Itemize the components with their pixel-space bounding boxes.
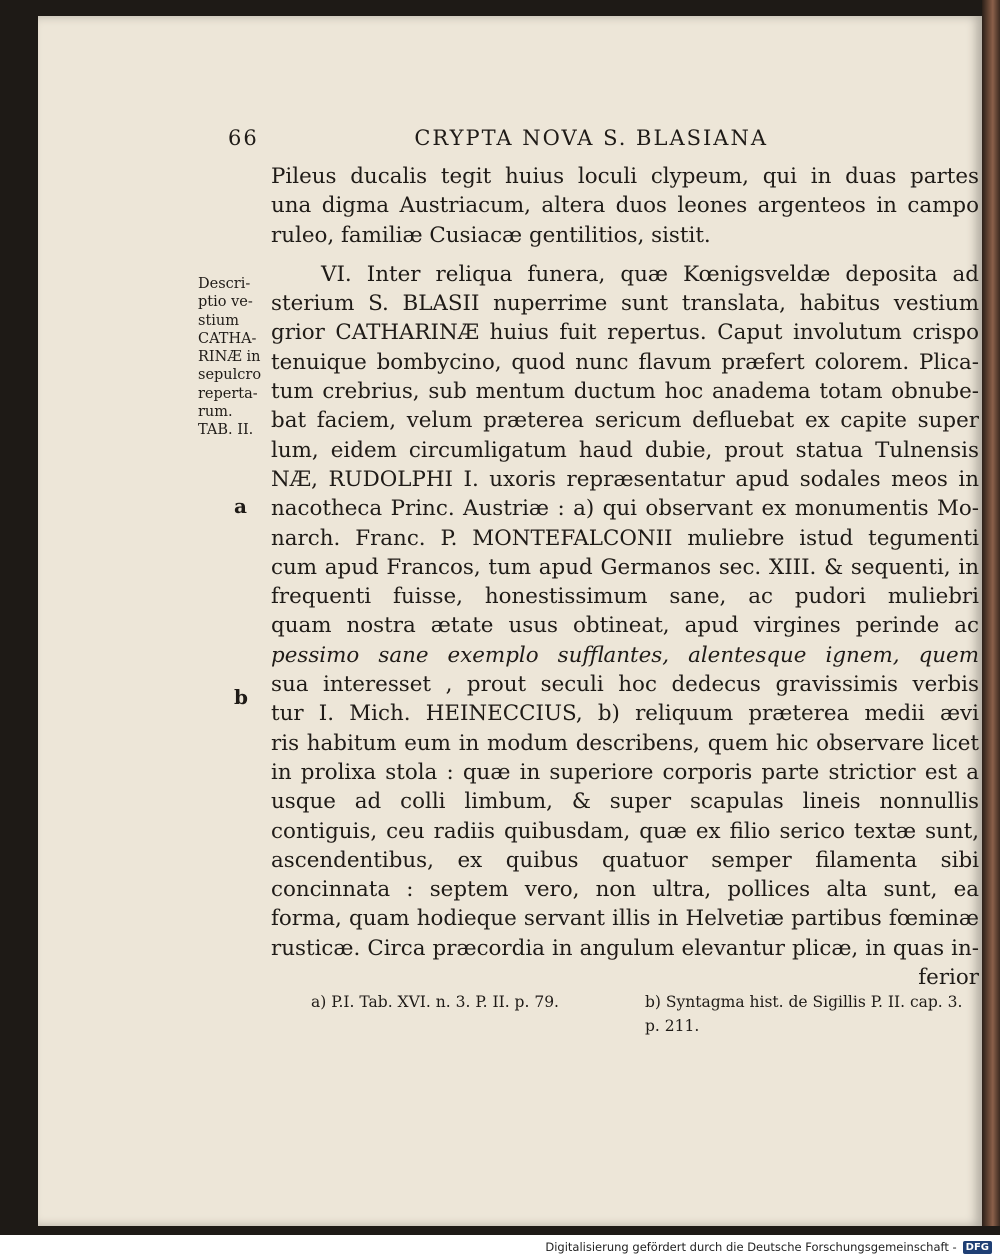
text-line: nacotheca Princ. Austriæ : a) qui observant ex monumentis Mo- xyxy=(271,496,979,522)
footnote-marker-b: b xyxy=(234,685,248,709)
text-line: lum, eidem circumligatum haud dubie, prout statua Tulnensis xyxy=(271,437,979,463)
page-number: 66 xyxy=(228,126,259,150)
text-line: contiguis, ceu radiis quibusdam, quæ ex filio serico textæ sunt, xyxy=(271,818,979,844)
text-line: in prolixa stola : quæ in superiore corporis parte strictior est a xyxy=(271,759,979,785)
margin-note-line: rum. xyxy=(198,404,233,421)
margin-note-line: sepulcro xyxy=(198,367,262,384)
margin-note-line: CATHA- xyxy=(198,330,257,347)
text-line: ris habitum eum in modum describens, quem hic observare licet xyxy=(271,730,979,756)
margin-note-line: ptio ve- xyxy=(198,294,253,311)
text-line: sterium S. BLASII nuperrime sunt translata, habitus vestium xyxy=(271,291,979,317)
text-line: concinnata : septem vero, non ultra, pollices alta sunt, ea xyxy=(271,877,979,903)
text-line: pessimo sane exemplo sufflantes, alentesque ignem, quem xyxy=(271,642,979,668)
text-line: quam nostra ætate usus obtineat, apud virgines perinde ac xyxy=(271,613,979,639)
text-line: tenuique bombycino, quod nunc flavum præfert colorem. Plica- xyxy=(271,349,979,375)
margin-note xyxy=(198,275,278,440)
digitization-footer xyxy=(0,1235,1000,1259)
text-line: usque ad colli limbum, & super scapulas lineis nonnullis xyxy=(271,789,979,815)
margin-note-line: reperta- xyxy=(198,385,258,402)
text-line: cum apud Francos, tum apud Germanos sec. XIII. & sequenti, in xyxy=(271,554,979,580)
text-line: una digma Austriacum, altera duos leones argenteos in campo xyxy=(271,193,979,219)
footer-credit: Digitalisierung gefördert durch die Deutsche Forschungsgemeinschaft - xyxy=(545,1240,957,1254)
book-edge xyxy=(982,0,1000,1226)
text-line: bat faciem, velum præterea sericum defluebat ex capite super xyxy=(271,408,979,434)
text-line: grior CATHARINÆ huius fuit repertus. Caput involutum crispo xyxy=(271,320,979,346)
text-line: forma, quam hodieque servant illis in Helvetiæ partibus fœminæ xyxy=(271,906,979,932)
text-line: Pileus ducalis tegit huius loculi clypeum, qui in duas partes xyxy=(271,164,979,189)
text-line: frequenti fuisse, honestissimum sane, ac pudori muliebri xyxy=(271,584,979,610)
text-line: tur I. Mich. HEINECCIUS, b) reliquum præterea medii ævi xyxy=(271,701,979,727)
text-line: narch. Franc. P. MONTEFALCONII muliebre istud tegumenti xyxy=(271,525,979,551)
text-line: rusticæ. Circa præcordia in angulum elevantur plicæ, in quas in- xyxy=(271,935,979,961)
text-line: VI. Inter reliqua funera, quæ Kœnigsveldæ deposita ad xyxy=(321,261,979,287)
footnote-a: a) P.I. Tab. XVI. n. 3. P. II. p. 79. xyxy=(311,993,559,1011)
text-line: sua interesset , prout seculi hoc dedecus gravissimis verbis xyxy=(271,672,979,698)
text-line: ascendentibus, ex quibus quatuor semper filamenta sibi xyxy=(271,847,979,873)
main-text xyxy=(271,162,979,992)
margin-note-line: stium xyxy=(198,312,239,329)
dfg-logo-icon: DFG xyxy=(963,1241,992,1254)
running-title: CRYPTA NOVA S. BLASIANA xyxy=(414,126,768,150)
catchword: ferior xyxy=(918,965,979,991)
margin-note-line: TAB. II. xyxy=(198,422,254,439)
margin-note-line: RINÆ in xyxy=(198,349,261,366)
text-line: tum crebrius, sub mentum ductum hoc anadema totam obnube- xyxy=(271,379,979,405)
margin-note-line: Descri- xyxy=(198,276,251,292)
text-line: ruleo, familiæ Cusiacæ gentilitios, sistit. xyxy=(271,222,711,248)
running-header xyxy=(228,126,768,150)
footnote-marker-a: a xyxy=(234,494,247,518)
text-line: NÆ, RUDOLPHI I. uxoris repræsentatur apud sodales meos in xyxy=(271,466,979,492)
footnote-b: b) Syntagma hist. de Sigillis P. II. cap. 3. p. 211. xyxy=(645,993,963,1035)
